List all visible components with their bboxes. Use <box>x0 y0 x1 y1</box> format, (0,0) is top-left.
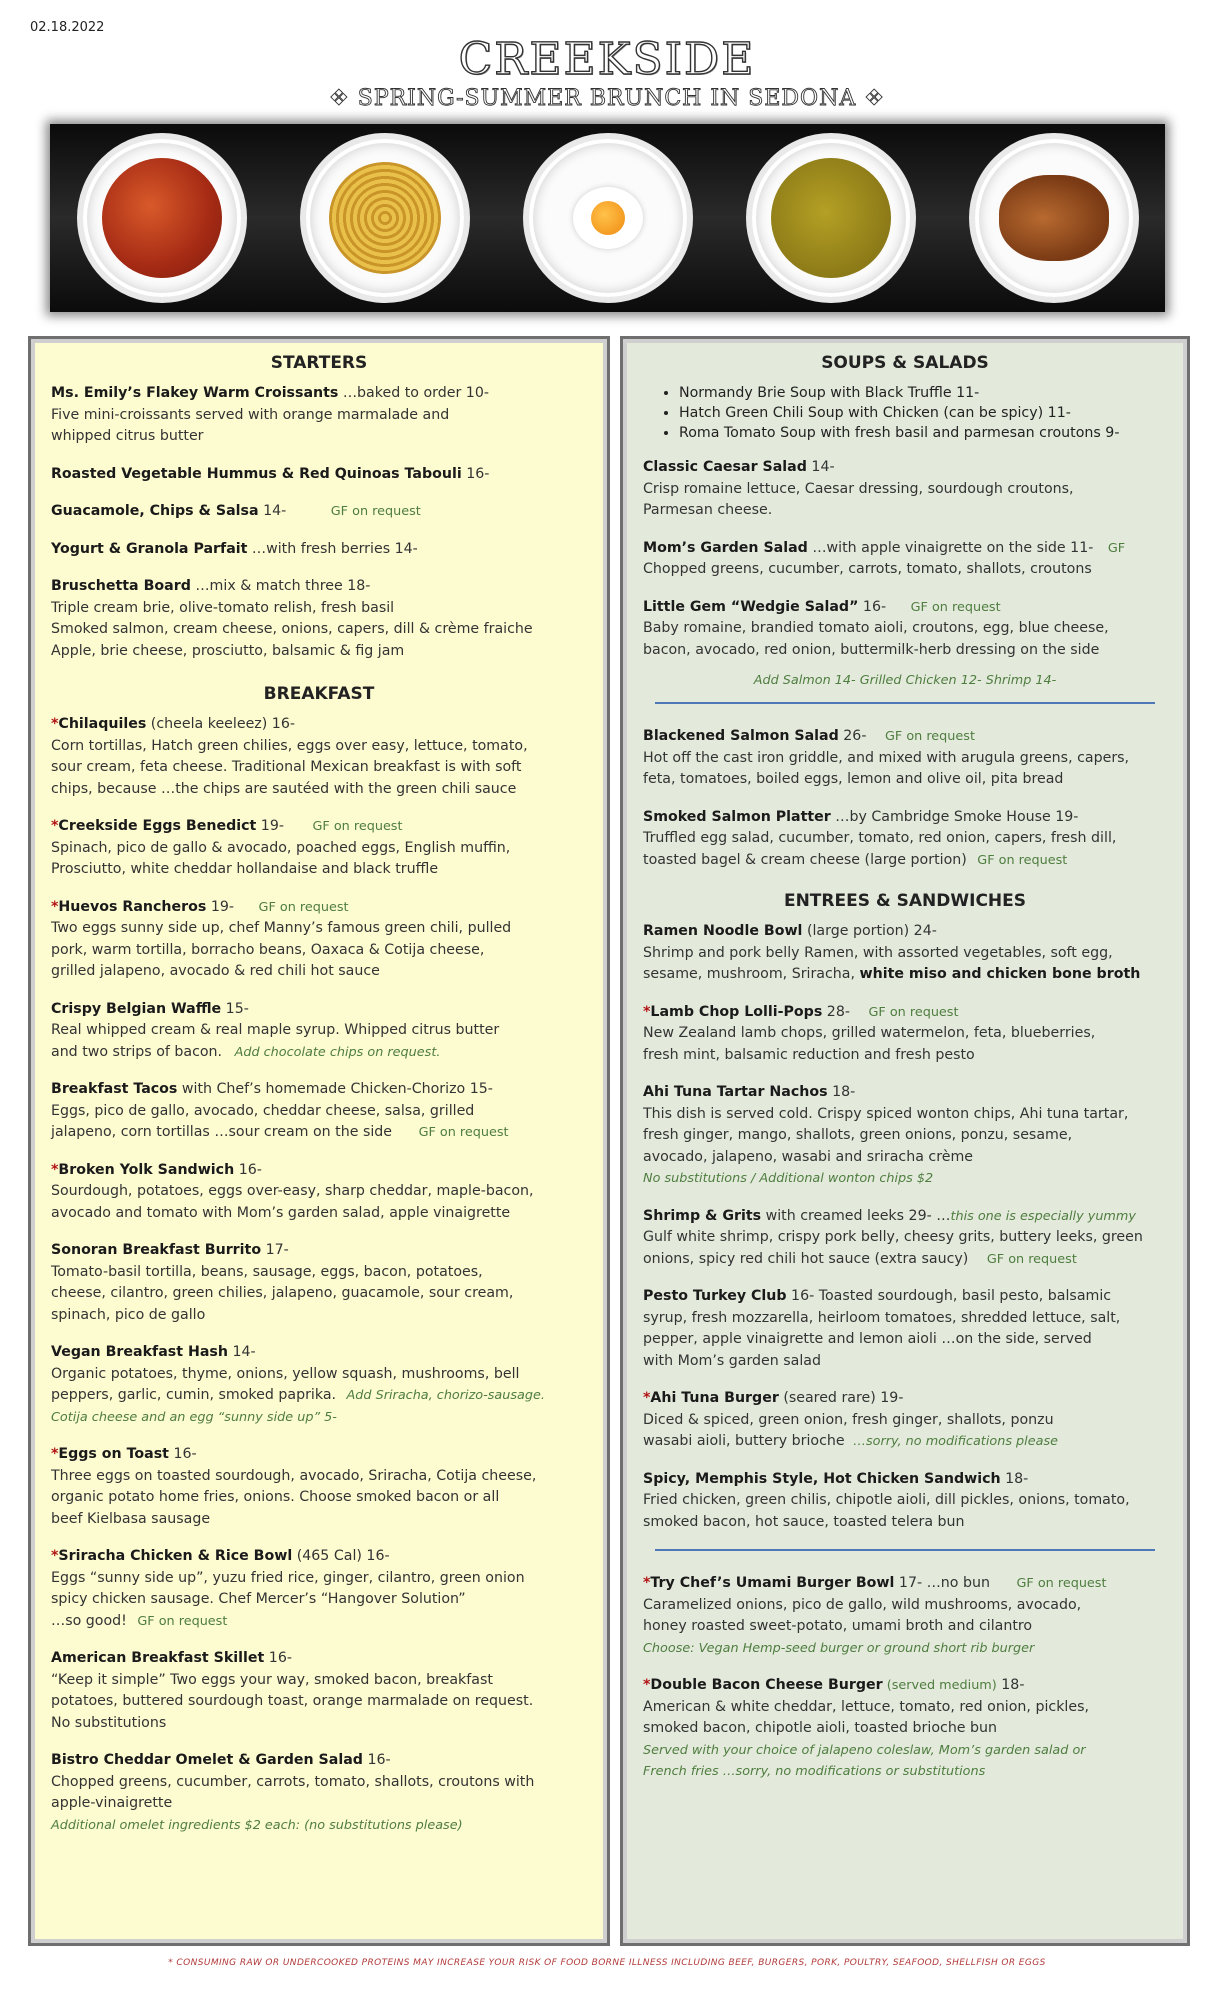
item-desc: spinach, pico de gallo <box>51 1306 206 1323</box>
item-name: Yogurt & Granola Parfait <box>51 540 248 557</box>
item-desc: avocado and tomato with Mom’s garden salad, apple vinaigrette <box>51 1204 511 1221</box>
item-desc: wasabi aioli, buttery brioche <box>643 1433 845 1449</box>
starters-heading: STARTERS <box>270 353 368 373</box>
item-name: Ms. Emily’s Flakey Warm Croissants <box>51 385 339 401</box>
item-name: Huevos Rancheros <box>58 898 207 915</box>
menu-subtitle: ❖ SPRING-SUMMER BRUNCH IN SEDONA ❖ <box>329 86 885 111</box>
item-desc: Five mini-croissants served with orange marmalade and <box>51 406 450 423</box>
item-price: 17- <box>261 1242 289 1258</box>
item-desc: bacon, avocado, red onion, buttermilk-herb dressing on the side <box>643 641 1100 658</box>
item-price: …baked to order 10- <box>338 385 489 401</box>
raw-warning-star: * <box>51 818 59 834</box>
gf-note: GF on request <box>312 819 403 834</box>
item-desc: pork, warm tortilla, borracho beans, Oaxaca & Cotija cheese, <box>51 941 485 958</box>
item-price: 16- <box>234 1161 262 1178</box>
soup-item: • Roma Tomato Soup with fresh basil and parmesan croutons 9- <box>679 423 1167 443</box>
item-desc: spicy chicken sausage. Chef Mercer’s “Hangover Solution” <box>51 1591 466 1607</box>
menu-date: 02.18.2022 <box>30 20 105 35</box>
gf-note: GF on request <box>1016 1576 1107 1591</box>
item-desc: feta, tomatoes, boiled eggs, lemon and olive oil, pita bread <box>643 771 1064 787</box>
item-price: …by Cambridge Smoke House 19- <box>830 808 1079 825</box>
menu-item-eggs-on-toast <box>51 1444 587 1530</box>
menu-item-ramen <box>643 921 1167 986</box>
item-price: …with fresh berries 14- <box>247 540 418 557</box>
item-desc: Truffled egg salad, cucumber, tomato, red onion, capers, fresh dill, <box>643 830 1117 846</box>
item-price: …mix & match three 18- <box>190 578 371 594</box>
gf-note: GF on request <box>910 599 1001 615</box>
menu-item-sriracha-bowl <box>51 1546 587 1632</box>
item-desc: Chopped greens, cucumber, carrots, tomato, shallots, croutons <box>643 561 1092 577</box>
entrees-heading: ENTREES & SANDWICHES <box>783 891 1027 911</box>
item-desc: Baby romaine, brandied tomato aioli, croutons, egg, blue cheese, <box>643 620 1109 636</box>
raw-warning-star: * <box>51 898 59 915</box>
item-price: 16- <box>168 1446 197 1462</box>
item-price: 26- <box>838 728 867 744</box>
item-desc: smoked bacon, hot sauce, toasted telera bun <box>643 1513 965 1530</box>
item-name: Ahi Tuna Tartar Nachos <box>643 1084 828 1100</box>
item-name: Lamb Chop Lolli-Pops <box>650 1003 823 1020</box>
item-desc: Two eggs sunny side up, chef Manny’s famous green chili, pulled <box>51 920 512 936</box>
item-desc: peppers, garlic, cumin, smoked paprika. <box>51 1387 337 1403</box>
gf-note: GF on request <box>137 1613 228 1629</box>
pasta-plate-icon <box>300 133 470 303</box>
item-desc: chips, because …the chips are sautéed with the green chili sauce <box>51 780 517 797</box>
item-price: 19- <box>206 898 235 915</box>
item-desc: Eggs “sunny side up”, yuzu fried rice, ginger, cilantro, green onion <box>51 1569 525 1586</box>
item-name: Little Gem “Wedgie Salad” <box>643 598 859 615</box>
menu-item-breakfast-skillet <box>51 1648 587 1734</box>
gf-note: GF on request <box>884 729 975 744</box>
item-name: Vegan Breakfast Hash <box>51 1344 228 1360</box>
item-name: American Breakfast Skillet <box>51 1650 265 1666</box>
item-desc: No substitutions <box>51 1714 167 1731</box>
item-desc: onions, spicy red chili hot sauce (extra saucy) <box>643 1250 969 1267</box>
menu-item-eggs-benedict <box>51 816 587 881</box>
item-price: 14- <box>806 459 835 475</box>
menu-item-vegan-hash <box>51 1342 587 1428</box>
item-desc: and two strips of bacon. <box>51 1043 223 1060</box>
menu-item-lamb-chops <box>643 1002 1167 1067</box>
item-desc: Sourdough, potatoes, eggs over-easy, sharp cheddar, maple-bacon, <box>51 1183 534 1199</box>
item-desc: Caramelized onions, pico de gallo, wild mushrooms, avocado, <box>643 1596 1082 1613</box>
item-name: Ahi Tuna Burger <box>650 1390 779 1406</box>
item-desc: fresh mint, balsamic reduction and fresh pesto <box>643 1046 975 1063</box>
item-price: 16- Toasted sourdough, basil pesto, balsamic <box>786 1288 1112 1304</box>
food-safety-disclaimer: * CONSUMING RAW OR UNDERCOOKED PROTEINS MAY INCREASE YOUR RISK OF FOOD BORNE ILLNESS INCLUDING BEEF, BURGERS, PORK, POULTRY, SEAFOOD, SHELLFISH OR EGGS <box>168 1958 1046 1968</box>
menu-item-bruschetta <box>51 576 587 662</box>
item-name: Shrimp & Grits <box>643 1207 762 1224</box>
raw-warning-star: * <box>51 1446 59 1462</box>
raw-warning-star: * <box>643 1575 651 1591</box>
item-price: (cheela keeleez) 16- <box>146 716 295 732</box>
croissant-plate-icon <box>969 133 1139 303</box>
item-note: Cotija cheese and an egg “sunny side up” 5- <box>51 1409 337 1425</box>
salad-addons: Add Salmon 14- Grilled Chicken 12- Shrimp 14- <box>753 673 1057 688</box>
item-desc: whipped citrus butter <box>51 428 204 444</box>
menu-item-breakfast-tacos <box>51 1079 587 1144</box>
menu-item-broken-yolk <box>51 1160 587 1225</box>
item-name: Eggs on Toast <box>58 1446 169 1462</box>
item-desc: beef Kielbasa sausage <box>51 1510 211 1527</box>
raw-warning-star: * <box>51 1161 59 1178</box>
right-menu-panel <box>620 336 1190 1946</box>
item-price: 18- <box>827 1084 856 1100</box>
item-desc: Tomato-basil tortilla, beans, sausage, eggs, bacon, potatoes, <box>51 1263 483 1280</box>
item-desc: Smoked salmon, cream cheese, onions, capers, dill & crème fraiche <box>51 621 533 637</box>
menu-item-shrimp-grits <box>643 1206 1167 1271</box>
item-price: 18- <box>1000 1470 1029 1487</box>
item-note: Add chocolate chips on request. <box>234 1044 441 1060</box>
item-desc: Hot off the cast iron griddle, and mixed with arugula greens, capers, <box>643 749 1130 766</box>
soups-salads-heading: SOUPS & SALADS <box>821 353 989 373</box>
menu-item-turkey-club <box>643 1286 1167 1372</box>
raw-warning-star: * <box>51 716 59 732</box>
soup-item: • Normandy Brie Soup with Black Truffle 11- <box>679 383 1167 403</box>
menu-item-caesar <box>643 457 1167 522</box>
item-name: Breakfast Tacos <box>51 1081 178 1097</box>
item-desc: Triple cream brie, olive-tomato relish, fresh basil <box>51 599 395 616</box>
menu-item-bacon-burger <box>643 1675 1167 1783</box>
food-banner <box>50 124 1165 312</box>
item-name: Ramen Noodle Bowl <box>643 923 803 939</box>
item-note: this one is especially yummy <box>950 1208 1136 1224</box>
menu-item-croissants <box>51 383 587 448</box>
section-divider <box>655 1549 1155 1551</box>
item-desc: “Keep it simple” Two eggs your way, smoked bacon, breakfast <box>51 1671 493 1688</box>
item-desc: sour cream, feta cheese. Traditional Mexican breakfast is with soft <box>51 759 522 775</box>
left-menu-panel <box>28 336 610 1946</box>
restaurant-title: CREEKSIDE <box>458 34 756 85</box>
item-desc: Gulf white shrimp, crispy pork belly, cheesy grits, buttery leeks, green <box>643 1229 1143 1245</box>
item-desc: honey roasted sweet-potato, umami broth and cilantro <box>643 1618 1033 1634</box>
item-desc: potatoes, buttered sourdough toast, orange marmalade on request. <box>51 1693 534 1709</box>
menu-item-umami-bowl <box>643 1573 1167 1659</box>
item-desc: This dish is served cold. Crispy spiced wonton chips, Ahi tuna tartar, <box>643 1105 1129 1122</box>
item-desc: syrup, fresh mozzarella, heirloom tomatoes, shredded lettuce, salt, <box>643 1309 1121 1326</box>
menu-item-garden-salad <box>643 538 1167 581</box>
item-desc: Organic potatoes, thyme, onions, yellow squash, mushrooms, bell <box>51 1365 520 1382</box>
menu-item-omelet <box>51 1750 587 1836</box>
item-note: French fries …sorry, no modifications or substitutions <box>643 1764 986 1779</box>
item-desc: …so good! <box>51 1612 127 1629</box>
raw-warning-star: * <box>643 1003 651 1020</box>
item-name: Sriracha Chicken & Rice Bowl <box>58 1548 293 1564</box>
gf-note: GF on request <box>986 1251 1077 1267</box>
menu-item-parfait <box>51 539 587 561</box>
item-desc: cheese, cilantro, green chilies, jalapeno, guacamole, sour cream, <box>51 1285 514 1301</box>
green-soup-plate-icon <box>746 133 916 303</box>
item-desc: Spinach, pico de gallo & avocado, poached eggs, English muffin, <box>51 839 511 856</box>
item-desc: sesame, mushroom, Sriracha, <box>643 966 855 982</box>
item-note: Add Sriracha, chorizo-sausage. <box>346 1388 545 1403</box>
item-price: (large portion) 24- <box>802 923 937 939</box>
item-desc: Real whipped cream & real maple syrup. Whipped citrus butter <box>51 1022 500 1038</box>
menu-item-hummus <box>51 464 587 486</box>
item-doneness: (served medium) <box>882 1678 997 1693</box>
item-desc: avocado, jalapeno, wasabi and sriracha crème <box>643 1148 973 1165</box>
tomato-soup-plate-icon <box>77 133 247 303</box>
item-name: Sonoran Breakfast Burrito <box>51 1242 262 1258</box>
soup-list <box>643 383 1167 443</box>
raw-warning-star: * <box>643 1390 651 1406</box>
menu-item-burrito <box>51 1240 587 1326</box>
menu-item-tuna-burger <box>643 1388 1167 1453</box>
item-desc: Apple, brie cheese, prosciutto, balsamic & fig jam <box>51 642 405 659</box>
item-name: Broken Yolk Sandwich <box>58 1161 235 1178</box>
item-desc: organic potato home fries, onions. Choose smoked bacon or all <box>51 1489 500 1505</box>
item-name: Try Chef’s Umami Burger Bowl <box>650 1575 895 1591</box>
item-price: 16- <box>362 1752 391 1768</box>
gf-note: GF on request <box>418 1125 509 1140</box>
item-name: Double Bacon Cheese Burger <box>650 1677 883 1693</box>
gf-note: GF on request <box>868 1004 959 1020</box>
item-price: 14- <box>258 503 287 519</box>
item-price: (465 Cal) 16- <box>292 1548 390 1564</box>
item-name: Spicy, Memphis Style, Hot Chicken Sandwich <box>643 1470 1001 1487</box>
item-desc: apple-vinaigrette <box>51 1795 173 1811</box>
gf-note: GF on request <box>258 899 349 915</box>
item-name: Smoked Salmon Platter <box>643 808 831 825</box>
item-desc: Eggs, pico de gallo, avocado, cheddar cheese, salsa, grilled <box>51 1102 475 1119</box>
item-name: Classic Caesar Salad <box>643 459 807 475</box>
item-desc-bold: white miso and chicken bone broth <box>859 966 1141 982</box>
item-name: Crispy Belgian Waffle <box>51 1000 222 1017</box>
item-desc: Parmesan cheese. <box>643 502 773 518</box>
item-desc: fresh ginger, mango, shallots, green onions, ponzu, sesame, <box>643 1127 1073 1143</box>
item-name: Roasted Vegetable Hummus & Red Quinoas Tabouli <box>51 465 462 482</box>
item-desc: New Zealand lamb chops, grilled watermelon, feta, blueberries, <box>643 1025 1096 1041</box>
breakfast-heading: BREAKFAST <box>263 684 375 704</box>
item-desc: Diced & spiced, green onion, fresh ginger, shallots, ponzu <box>643 1411 1054 1428</box>
item-price: …with apple vinaigrette on the side 11- <box>807 539 1094 556</box>
soup-item: • Hatch Green Chili Soup with Chicken (can be spicy) 11- <box>679 403 1167 423</box>
menu-item-belgian-waffle <box>51 999 587 1064</box>
gf-note: GF on request <box>977 852 1068 868</box>
raw-warning-star: * <box>643 1677 651 1693</box>
menu-item-smoked-salmon <box>643 807 1167 872</box>
item-price: 19- <box>256 818 284 834</box>
item-desc: American & white cheddar, lettuce, tomato, red onion, pickles, <box>643 1698 1089 1715</box>
item-note: Choose: Vegan Hemp-seed burger or ground short rib burger <box>643 1640 1035 1656</box>
item-name: Blackened Salmon Salad <box>643 728 839 744</box>
item-desc: grilled jalapeno, avocado & red chili hot sauce <box>51 963 380 979</box>
item-name: Mom’s Garden Salad <box>643 539 808 556</box>
menu-item-blackened-salmon <box>643 726 1167 791</box>
item-note: …sorry, no modifications please <box>853 1434 1058 1449</box>
item-desc: Corn tortillas, Hatch green chilies, eggs over easy, lettuce, tomato, <box>51 737 528 754</box>
item-desc: Fried chicken, green chilis, chipotle aioli, dill pickles, onions, tomato, <box>643 1492 1130 1508</box>
section-divider <box>655 702 1155 704</box>
item-price: 17- …no bun <box>894 1575 990 1591</box>
item-desc: with Mom’s garden salad <box>643 1352 822 1369</box>
item-desc: jalapeno, corn tortillas …sour cream on the side <box>51 1124 393 1140</box>
item-name: Chilaquiles <box>58 716 147 732</box>
item-price: 15- <box>221 1000 249 1017</box>
gf-note: GF on request <box>330 504 421 519</box>
item-desc: Three eggs on toasted sourdough, avocado, Sriracha, Cotija cheese, <box>51 1467 537 1484</box>
menu-item-huevos-rancheros <box>51 897 587 983</box>
menu-item-chilaquiles <box>51 714 587 800</box>
raw-warning-star: * <box>51 1548 59 1564</box>
item-price: with Chef’s homemade Chicken-Chorizo 15- <box>177 1081 493 1097</box>
menu-item-wedgie-salad <box>643 597 1167 662</box>
item-desc: Chopped greens, cucumber, carrots, tomato, shallots, croutons with <box>51 1773 535 1790</box>
item-note: Additional omelet ingredients $2 each: (no substitutions please) <box>51 1817 463 1833</box>
menu-item-tuna-nachos <box>643 1082 1167 1190</box>
item-desc: Crisp romaine lettuce, Caesar dressing, sourdough croutons, <box>643 480 1074 497</box>
item-desc: toasted bagel & cream cheese (large portion) <box>643 851 967 868</box>
item-price: 28- <box>822 1003 850 1020</box>
item-desc: pepper, apple vinaigrette and lemon aioli …on the side, served <box>643 1331 1092 1347</box>
item-desc: Prosciutto, white cheddar hollandaise and black truffle <box>51 861 439 877</box>
menu-item-hot-chicken <box>643 1469 1167 1534</box>
menu-item-guacamole <box>51 501 587 523</box>
item-price: 14- <box>227 1344 256 1360</box>
item-name: Guacamole, Chips & Salsa <box>51 503 259 519</box>
item-price: 18- <box>996 1677 1025 1693</box>
item-note: No substitutions / Additional wonton chips $2 <box>643 1171 934 1186</box>
gf-note: GF <box>1107 540 1126 556</box>
item-name: Bruschetta Board <box>51 578 191 594</box>
item-desc: Shrimp and pork belly Ramen, with assorted vegetables, soft egg, <box>643 944 1113 961</box>
item-note: Served with your choice of jalapeno coleslaw, Mom’s garden salad or <box>643 1742 1086 1758</box>
item-price: 16- <box>858 598 887 615</box>
item-price: (seared rare) 19- <box>778 1390 904 1406</box>
item-name: Pesto Turkey Club <box>643 1288 787 1304</box>
item-price: 16- <box>264 1650 292 1666</box>
item-price: 16- <box>461 465 490 482</box>
fried-egg-plate-icon <box>523 133 693 303</box>
item-name: Creekside Eggs Benedict <box>58 818 257 834</box>
item-name: Bistro Cheddar Omelet & Garden Salad <box>51 1752 363 1768</box>
item-price: with creamed leeks 29- … <box>761 1207 951 1224</box>
item-desc: smoked bacon, chipotle aioli, toasted brioche bun <box>643 1720 998 1736</box>
